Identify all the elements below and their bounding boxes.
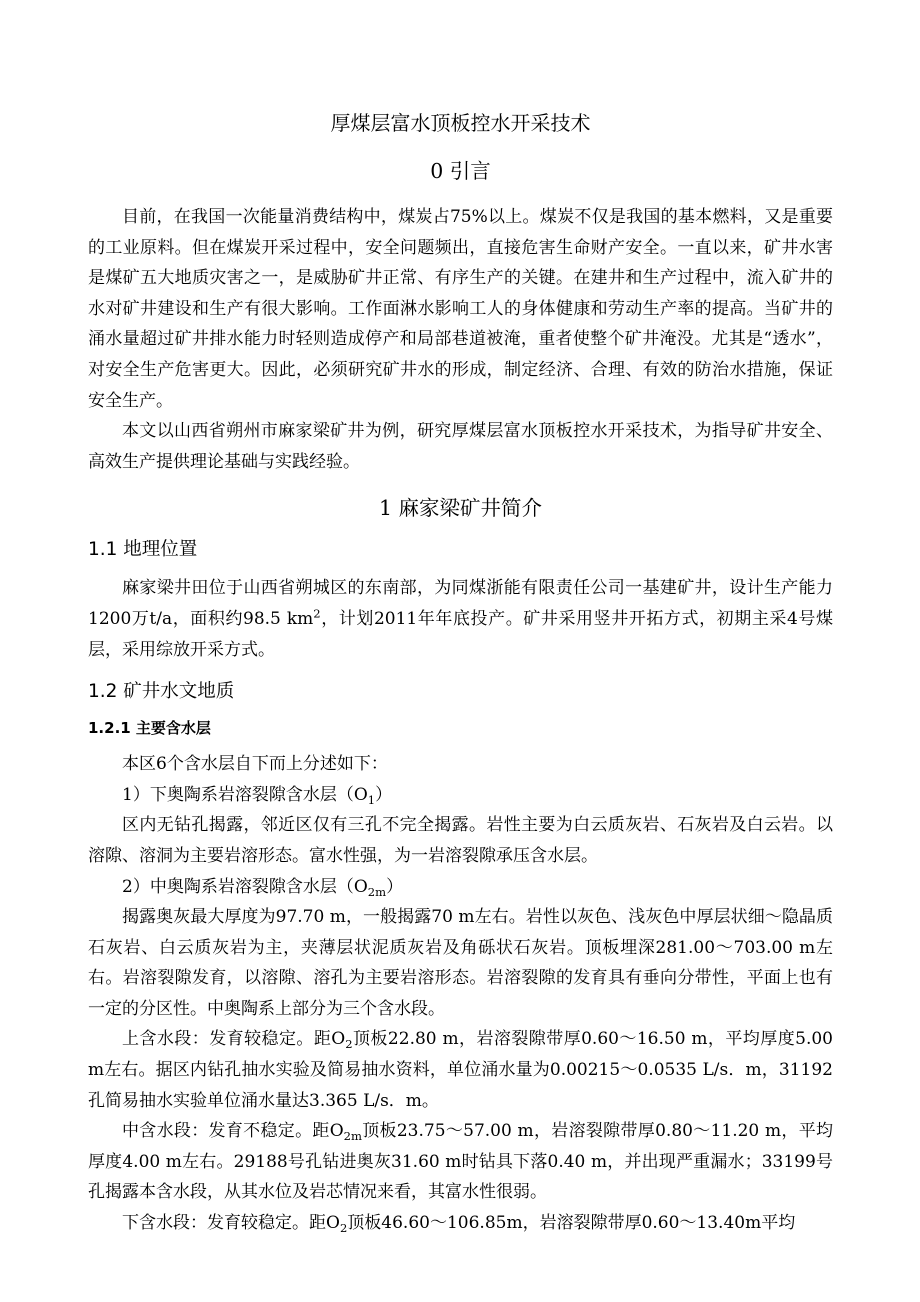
- intro-paragraph-2: 本文以山西省朔州市麻家梁矿井为例，研究厚煤层富水顶板控水开采技术，为指导矿井安全、高效生产提供理论基础与实践经验。: [88, 421, 833, 472]
- middle-aquifer-segment: [88, 1116, 833, 1208]
- upper-segment-text-b: 顶板22.80 m，岩溶裂隙带厚0.60～16.50 m，平均厚度5.00 m左右。据区内钻孔抽水实验及简易抽水资料，单位涌水量为0.00215～0.0535 L/s．m，31192孔简易抽水实验单位涌水量达3.365 L/s．m。: [88, 1029, 833, 1111]
- aquifer-item-1-text: 1）下奥陶系岩溶裂隙含水层（O: [122, 784, 368, 805]
- aquifer-item-2-close: ）: [386, 876, 404, 897]
- document-body: [88, 108, 833, 1239]
- section-1-2-heading: 1.2 矿井水文地质: [88, 681, 235, 703]
- area-unit-superscript: 2: [313, 606, 321, 621]
- lower-segment-text-b: 顶板46.60～106.85m，岩溶裂隙带厚0.60～13.40m平均: [347, 1213, 796, 1234]
- upper-segment-subscript: 2: [345, 1037, 353, 1052]
- middle-segment-subscript: 2m: [343, 1129, 362, 1144]
- lower-aquifer-segment: [88, 1208, 833, 1239]
- aquifer-item-1-close: ）: [375, 784, 393, 805]
- upper-segment-text-a: 上含水段：发育较稳定。距O: [122, 1029, 346, 1050]
- geography-paragraph: [88, 573, 833, 665]
- aquifer-item-1-description: 区内无钻孔揭露，邻近区仅有三孔不完全揭露。岩性主要为白云质灰岩、石灰岩及白云岩。以溶隙、溶洞为主要岩溶形态。富水性强，为一岩溶裂隙承压含水层。: [88, 815, 833, 866]
- aquifer-intro: 本区6个含水层自下而上分述如下：: [122, 754, 388, 775]
- section-1-heading: 1 麻家梁矿井简介: [378, 496, 543, 521]
- section-1-1-heading: 1.1 地理位置: [88, 539, 198, 561]
- aquifer-item-2-text: 2）中奥陶系岩溶裂隙含水层（O: [122, 876, 368, 897]
- aquifer-item-1-subscript: 1: [367, 792, 376, 807]
- intro-paragraph-1: 目前，在我国一次能量消费结构中，煤炭占75%以上。煤炭不仅是我国的基本燃料，又是重要的工业原料。但在煤炭开采过程中，安全问题频出，直接危害生命财产安全。一直以来，矿井水害是煤矿五大地质灾害之一，是威胁矿井正常、有序生产的关键。在建井和生产过程中，流入矿井的水对矿井建设和生产有很大影响。工作面淋水影响工人的身体健康和劳动生产率的提高。当矿井的涌水量超过矿井排水能力时轻则造成停产和局部巷道被淹，重者使整个矿井淹没。尤其是“透水”，对安全生产危害更大。因此，必须研究矿井水的形成，制定经济、合理、有效的防治水措施，保证安全生产。: [88, 207, 833, 411]
- section-0-heading: 0 引言: [430, 159, 491, 183]
- geography-text-b: ，计划2011年年底投产。矿井采用竖井开拓方式，初期主采4号煤层，采用综放开采方式。: [88, 608, 833, 660]
- lower-segment-text-a: 下含水段：发育较稳定。距O: [122, 1213, 340, 1234]
- geography-text-a: 麻家梁井田位于山西省朔城区的东南部，为同煤浙能有限责任公司一基建矿井，设计生产能力1200万t/a，面积约98.5 km: [88, 578, 833, 629]
- aquifer-item-2-subscript: 2m: [367, 884, 387, 899]
- middle-segment-text-a: 中含水段：发育不稳定。距O: [122, 1121, 344, 1142]
- lower-segment-subscript: 2: [339, 1221, 348, 1236]
- aquifer-item-2-description: 揭露奥灰最大厚度为97.70 m，一般揭露70 m左右。岩性以灰色、浅灰色中厚层状细～隐晶质石灰岩、白云质灰岩为主，夹薄层状泥质灰岩及角砾状石灰岩。顶板埋深281.00～703.00 m左右。岩溶裂隙发育，以溶隙、溶孔为主要岩溶形态。岩溶裂隙的发育具有垂向分带性，平面上也有一定的分区性。中奥陶系上部分为三个含水段。: [88, 907, 833, 1019]
- aquifer-item-2: [88, 872, 833, 903]
- middle-segment-text-b: 顶板23.75～57.00 m，岩溶裂隙带厚0.80～11.20 m，平均厚度4.00 m左右。29188号孔钻进奥灰31.60 m时钻具下落0.40 m，并出现严重漏水；33199号孔揭露本含水段，从其水位及岩芯情况来看，其富水性很弱。: [88, 1121, 834, 1203]
- upper-aquifer-segment: [88, 1024, 833, 1116]
- document-title: 厚煤层富水顶板控水开采技术: [330, 111, 591, 135]
- aquifer-item-1: [88, 780, 833, 811]
- section-1-2-1-heading: 1.2.1 主要含水层: [88, 719, 211, 738]
